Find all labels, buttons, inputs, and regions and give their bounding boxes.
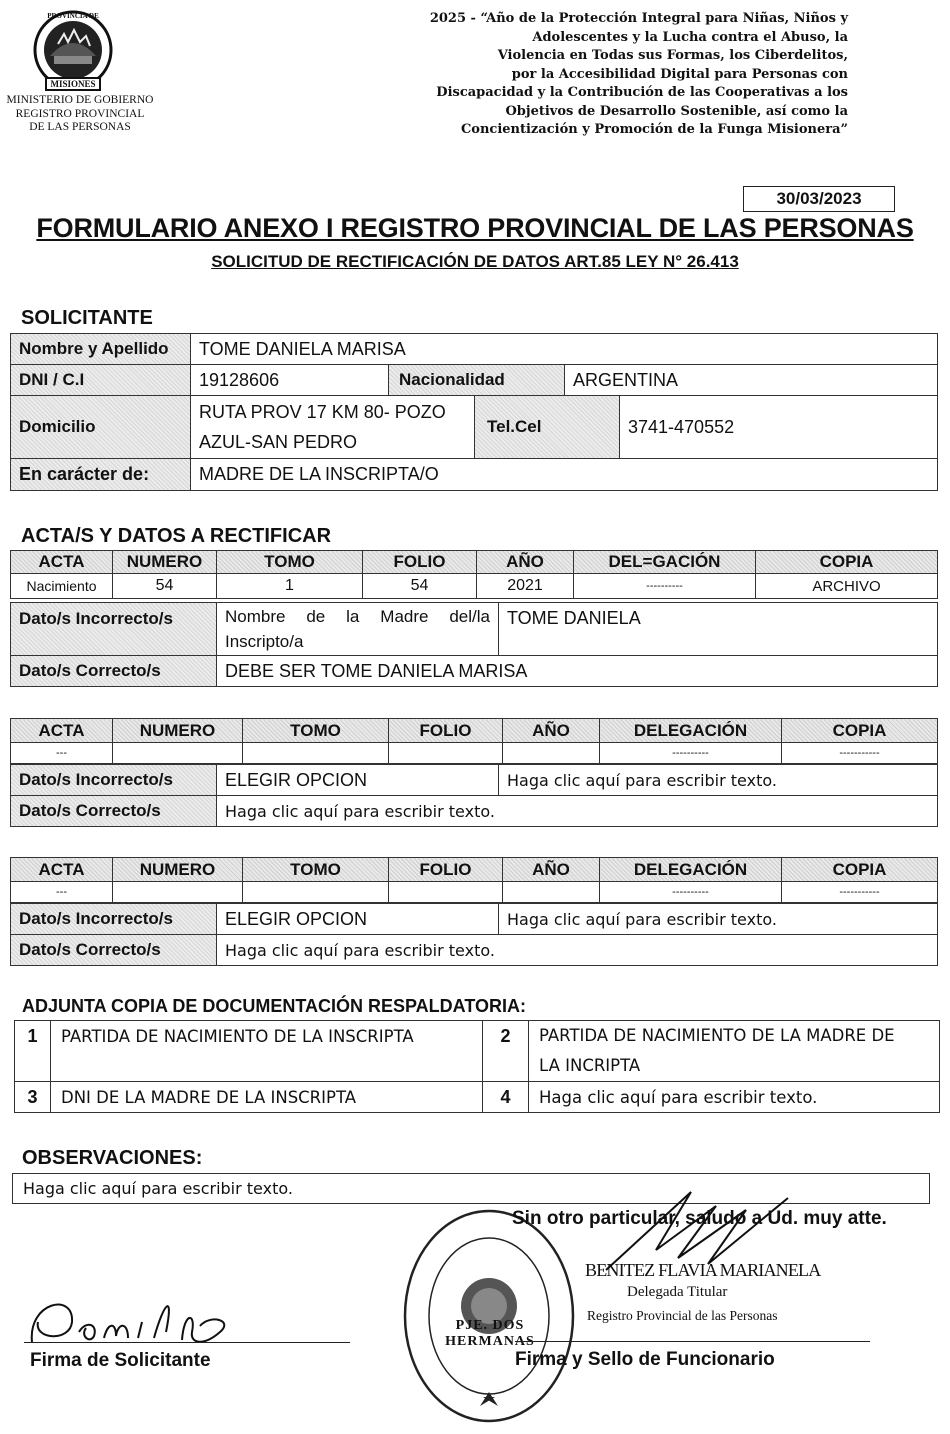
correct-label: Dato/s Correcto/s <box>11 656 217 687</box>
incorrect-field-line: Inscripto/a <box>225 632 304 651</box>
incorrect-field-select[interactable]: ELEGIR OPCION <box>217 765 499 796</box>
acta-block-2-details <box>10 764 938 827</box>
doc-number: 1 <box>15 1021 51 1082</box>
tel-field[interactable]: 3741-470552 <box>620 396 938 459</box>
incorrect-field-select[interactable]: ELEGIR OPCION <box>217 904 499 935</box>
dni-label: DNI / C.I <box>11 365 191 396</box>
incorrect-value[interactable]: Haga clic aquí para escribir texto. <box>499 765 938 796</box>
col-copia: COPIA <box>782 858 938 882</box>
slogan-line: Objetivos de Desarrollo Sostenible, así como la <box>505 103 848 119</box>
col-tomo: TOMO <box>217 551 363 574</box>
col-numero: NUMERO <box>113 719 243 743</box>
slogan-line: Violencia en Todas sus Formas, los Ciberdelitos, <box>497 48 848 63</box>
ministry-block <box>0 94 160 135</box>
round-stamp-inner-text: PJE. DOS HERMANAS <box>445 1318 535 1349</box>
domicilio-line: RUTA PROV 17 KM 80- POZO <box>199 402 446 422</box>
folio-cell[interactable] <box>389 743 503 764</box>
doc-item-4[interactable]: Haga clic aquí para escribir texto. <box>529 1082 940 1113</box>
folio-cell[interactable] <box>389 882 503 903</box>
numero-cell[interactable]: 54 <box>113 574 217 599</box>
folio-cell[interactable]: 54 <box>363 574 477 599</box>
acta-block-1-details <box>10 602 938 687</box>
acta-block-3 <box>10 857 938 903</box>
form-subtitle: SOLICITUD DE RECTIFICACIÓN DE DATOS ART.85 LEY N° 26.413 <box>211 252 739 271</box>
official-stamp-name: BENITEZ FLAVIA MARIANELA <box>585 1260 821 1280</box>
dni-field[interactable]: 19128606 <box>191 365 389 396</box>
doc-number: 2 <box>483 1021 529 1082</box>
acta-select[interactable]: Nacimiento <box>11 574 113 599</box>
acta-block-1 <box>10 550 938 599</box>
form-title: FORMULARIO ANEXO I REGISTRO PROVINCIAL DE LAS PERSONAS <box>36 213 914 243</box>
caracter-field[interactable]: MADRE DE LA INSCRIPTA/O <box>191 459 938 491</box>
nacionalidad-field[interactable]: ARGENTINA <box>565 365 938 396</box>
copia-cell[interactable]: ----------- <box>782 882 938 903</box>
copia-cell[interactable]: ----------- <box>782 743 938 764</box>
slogan-line: Adolescentes y la Lucha contra el Abuso, la <box>532 29 848 45</box>
applicant-signature-label: Firma de Solicitante <box>30 1350 211 1371</box>
col-acta: ACTA <box>11 719 113 743</box>
applicant-signature-line <box>24 1342 350 1343</box>
anio-cell[interactable] <box>503 882 600 903</box>
delegacion-cell[interactable]: ---------- <box>574 574 756 599</box>
col-copia: COPIA <box>756 551 938 574</box>
official-signature-label: Firma y Sello de Funcionario <box>515 1349 775 1370</box>
numero-cell[interactable] <box>113 743 243 764</box>
correct-value[interactable]: Haga clic aquí para escribir texto. <box>217 796 938 827</box>
col-anio: AÑO <box>477 551 574 574</box>
col-anio: AÑO <box>503 719 600 743</box>
col-delegacion: DELEGACIÓN <box>600 858 782 882</box>
incorrect-label: Dato/s Incorrecto/s <box>11 904 217 935</box>
col-copia: COPIA <box>782 719 938 743</box>
copia-cell[interactable]: ARCHIVO <box>756 574 938 599</box>
domicilio-line: AZUL-SAN PEDRO <box>199 432 358 452</box>
slogan-line: Discapacidad y la Contribución de las Cooperativas a los <box>436 85 848 100</box>
date-box[interactable]: 30/03/2023 <box>743 186 895 212</box>
adjunta-table <box>14 1020 940 1113</box>
round-stamp <box>400 1206 578 1426</box>
anio-cell[interactable]: 2021 <box>477 574 574 599</box>
ministry-line: DE LAS PERSONAS <box>29 121 131 133</box>
doc-item-2[interactable] <box>529 1021 940 1082</box>
solicitante-table <box>10 333 938 491</box>
incorrect-field-line: Nombre de la Madre del/la <box>225 607 490 626</box>
tomo-cell[interactable]: 1 <box>217 574 363 599</box>
acta-select[interactable]: --- <box>11 743 113 764</box>
col-folio: FOLIO <box>389 719 503 743</box>
correct-label: Dato/s Correcto/s <box>11 935 217 966</box>
doc-item-3[interactable]: DNI DE LA MADRE DE LA INSCRIPTA <box>51 1082 483 1113</box>
numero-cell[interactable] <box>113 882 243 903</box>
delegacion-cell[interactable]: ---------- <box>600 743 782 764</box>
col-numero: NUMERO <box>113 551 217 574</box>
doc-number: 3 <box>15 1082 51 1113</box>
col-acta: ACTA <box>11 551 113 574</box>
ministry-line: REGISTRO PROVINCIAL <box>15 107 145 120</box>
year-slogan <box>360 10 848 140</box>
slogan-line: 2025 - “Año de la Protección Integral para Niñas, Niños y <box>429 11 848 26</box>
actas-heading: ACTA/S Y DATOS A RECTIFICAR <box>21 525 332 547</box>
col-tomo: TOMO <box>243 858 389 882</box>
name-label: Nombre y Apellido <box>11 334 191 365</box>
correct-value[interactable]: Haga clic aquí para escribir texto. <box>217 935 938 966</box>
seal-top-text: PROVINCIA DE <box>47 12 99 20</box>
name-field[interactable]: TOME DANIELA MARISA <box>191 334 938 365</box>
doc-item-line: PARTIDA DE NACIMIENTO DE LA MADRE DE <box>539 1026 895 1045</box>
slogan-line: por la Accesibilidad Digital para Personas con <box>511 66 848 82</box>
col-anio: AÑO <box>503 858 600 882</box>
delegacion-cell[interactable]: ---------- <box>600 882 782 903</box>
solicitante-heading: SOLICITANTE <box>21 307 153 329</box>
doc-number: 4 <box>483 1082 529 1113</box>
tomo-cell[interactable] <box>243 882 389 903</box>
tel-label: Tel.Cel <box>475 396 620 459</box>
col-tomo: TOMO <box>243 719 389 743</box>
col-folio: FOLIO <box>389 858 503 882</box>
incorrect-field-select[interactable] <box>217 603 499 656</box>
adjunta-heading: ADJUNTA COPIA DE DOCUMENTACIÓN RESPALDATORIA: <box>22 996 526 1016</box>
slogan-line: Concientización y Promoción de la Funga Misionera” <box>460 122 848 137</box>
col-delegacion: DELEGACIÓN <box>600 719 782 743</box>
correct-label: Dato/s Correcto/s <box>11 796 217 827</box>
col-acta: ACTA <box>11 858 113 882</box>
incorrect-label: Dato/s Incorrecto/s <box>11 765 217 796</box>
col-delegacion: DEL=GACIÓN <box>574 551 756 574</box>
correct-value[interactable]: DEBE SER TOME DANIELA MARISA <box>217 656 938 687</box>
official-stamp-office: Registro Provincial de las Personas <box>587 1308 778 1323</box>
incorrect-value[interactable]: Haga clic aquí para escribir texto. <box>499 904 938 935</box>
col-numero: NUMERO <box>113 858 243 882</box>
acta-block-3-details <box>10 903 938 966</box>
ministry-line: MINISTERIO DE GOBIERNO <box>6 94 154 106</box>
applicant-signature-scribble <box>24 1292 244 1348</box>
official-signature-line <box>515 1341 870 1342</box>
domicilio-field[interactable] <box>191 396 475 459</box>
incorrect-value[interactable]: TOME DANIELA <box>499 603 938 656</box>
col-folio: FOLIO <box>363 551 477 574</box>
anio-cell[interactable] <box>503 743 600 764</box>
closing-text: Sin otro particular, saludo a Ud. muy atte. <box>512 1208 887 1229</box>
domicilio-label: Domicilio <box>11 396 191 459</box>
observaciones-field[interactable]: Haga clic aquí para escribir texto. <box>12 1173 930 1204</box>
tomo-cell[interactable] <box>243 743 389 764</box>
acta-select[interactable]: --- <box>11 882 113 903</box>
official-stamp-role: Delegada Titular <box>627 1284 728 1300</box>
caracter-label: En carácter de: <box>11 459 191 491</box>
nacionalidad-label: Nacionalidad <box>389 365 565 396</box>
incorrect-label: Dato/s Incorrecto/s <box>11 603 217 656</box>
observaciones-heading: OBSERVACIONES: <box>22 1147 203 1169</box>
seal-bottom-text: MISIONES <box>50 79 96 89</box>
doc-item-1[interactable]: PARTIDA DE NACIMIENTO DE LA INSCRIPTA <box>51 1021 483 1082</box>
doc-item-line: LA INCRIPTA <box>539 1056 641 1075</box>
acta-block-2 <box>10 718 938 764</box>
